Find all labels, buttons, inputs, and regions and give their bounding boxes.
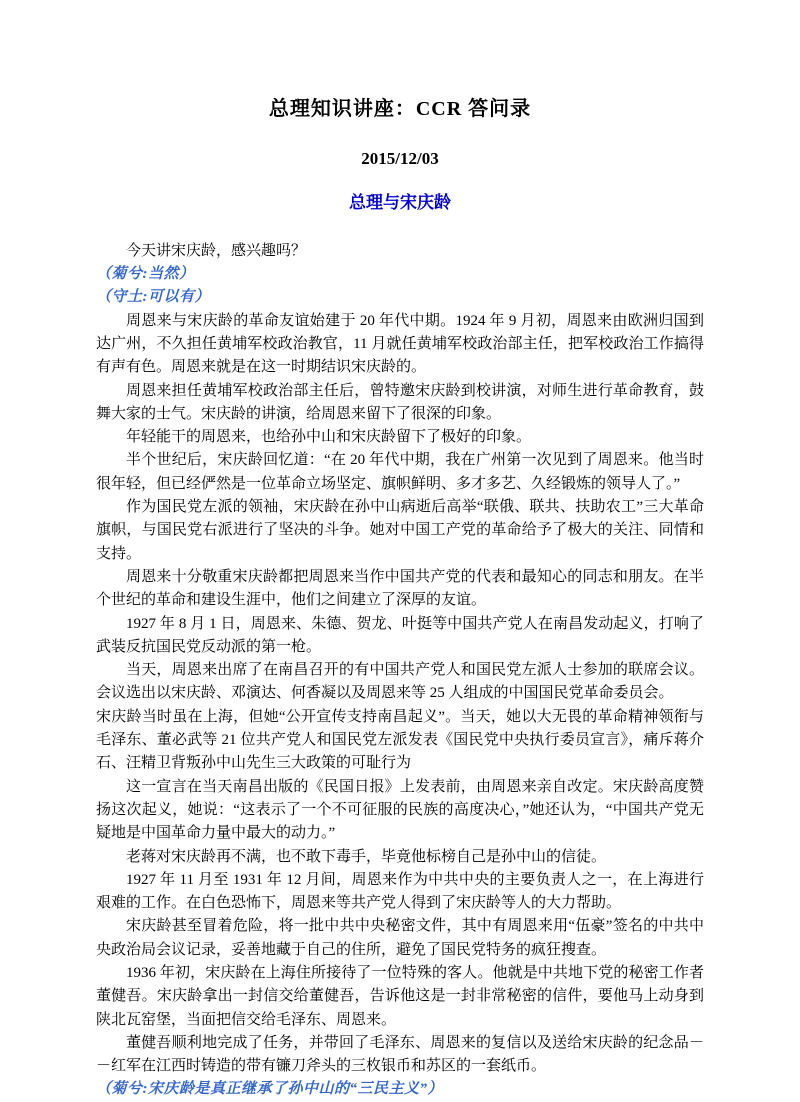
- paragraph: 1927 年 8 月 1 日，周恩来、朱德、贺龙、叶挺等中国共产党人在南昌发动起义，打响了武装反抗国民党反动派的第一枪。: [96, 615, 704, 655]
- paragraph: 半个世纪后，宋庆龄回忆道：“在 20 年代中期，我在广州第一次见到了周恩来。他当时很年轻，但已经俨然是一位革命立场坚定、旗帜鲜明、多才多艺、久经锻炼的领导人了。”: [96, 452, 704, 492]
- paragraph: 周恩来担任黄埔军校政治部主任后，曾特邀宋庆龄到校讲演，对师生进行革命教育，鼓舞大家的士气。宋庆龄的讲演，给周恩来留下了很深的印象。: [96, 382, 704, 422]
- paragraph: 当天，周恩来出席了在南昌召开的有中国共产党人和国民党左派人士参加的联席会议。会议选出以宋庆龄、邓演达、何香凝以及周恩来等 25 人组成的中国国民党革命委员会。: [96, 662, 704, 702]
- section-heading: 总理与宋庆龄: [349, 193, 451, 213]
- paragraph: 宋庆龄当时虽在上海，但她“公开宣传支持南昌起义”。当天，她以大无畏的革命精神领衔与毛泽东、董必武等 21 位共产党人和国民党左派发表《国民党中央执行委员宣言》，痛斥蒋介石、汪精卫背叛孙中山先生三大政策的可耻行为: [96, 708, 704, 772]
- document-date: 2015/12/03: [361, 149, 439, 168]
- annotation-line: （守土:可以有）: [96, 289, 210, 306]
- document-title: 总理知识讲座：CCR 答问录: [268, 98, 532, 120]
- annotation-line: （菊兮:宋庆龄是真正继承了孙中山的“三民主义”）: [96, 1081, 443, 1098]
- paragraph: 董健吾顺利地完成了任务，并带回了毛泽东、周恩来的复信以及送给宋庆龄的纪念品－－红军在江西时铸造的带有镰刀斧头的三枚银币和苏区的一套纸币。: [96, 1034, 704, 1075]
- annotation-line: （菊兮:当然）: [96, 266, 195, 283]
- paragraph: 宋庆龄甚至冒着危险，将一批中共中央秘密文件，其中有周恩来用“伍豪”签名的中共中央政治局会议记录，妥善地藏于自己的住所，避免了国民党特务的疯狂搜查。: [96, 918, 704, 958]
- paragraph: 年轻能干的周恩来，也给孙中山和宋庆龄留下了极好的印象。: [126, 429, 532, 446]
- paragraph: 1927 年 11 月至 1931 年 12 月间，周恩来作为中共中央的主要负责人之一，在上海进行艰难的工作。在白色恐怖下，周恩来等共产党人得到了宋庆龄等人的大力帮助。: [96, 871, 704, 912]
- document-body: [96, 240, 704, 1102]
- paragraph: 周恩来与宋庆龄的革命友谊始建于 20 年代中期。1924 年 9 月初，周恩来由欧洲归国到达广州，不久担任黄埔军校政治教官，11 月就任黄埔军校政治部主任，把军校政治工作搞得有声有色。周恩来就是在这一时期结识宋庆龄的。: [96, 312, 704, 376]
- paragraph: 今天讲宋庆龄，感兴趣吗？: [126, 242, 307, 259]
- paragraph: 这一宣言在当天南昌出版的《民国日报》上发表前，由周恩来亲自改定。宋庆龄高度赞扬这次起义，她说：“这表示了一个不可征服的民族的高度决心，”她还认为，“中国共产党无疑地是中国革命力量中最大的动力。”: [96, 778, 704, 842]
- paragraph: 作为国民党左派的领袖，宋庆龄在孙中山病逝后高举“联俄、联共、扶助农工”三大革命旗帜，与国民党右派进行了坚决的斗争。她对中国工产党的革命给予了极大的关注、同情和支持。: [96, 499, 704, 562]
- paragraph: 1936 年初，宋庆龄在上海住所接待了一位特殊的客人。他就是中共地下党的秘密工作者董健吾。宋庆龄拿出一封信交给董健吾，告诉他这是一封非常秘密的信件，要他马上动身到陕北瓦窑堡，当面把信交给毛泽东、周恩来。: [96, 964, 704, 1028]
- paragraph: 周恩来十分敬重宋庆龄都把周恩来当作中国共产党的代表和最知心的同志和朋友。在半个世纪的革命和建设生涯中，他们之间建立了深厚的友谊。: [96, 568, 704, 609]
- paragraph: 老蒋对宋庆龄再不满，也不敢下毒手，毕竟他标榜自己是孙中山的信徒。: [126, 848, 607, 865]
